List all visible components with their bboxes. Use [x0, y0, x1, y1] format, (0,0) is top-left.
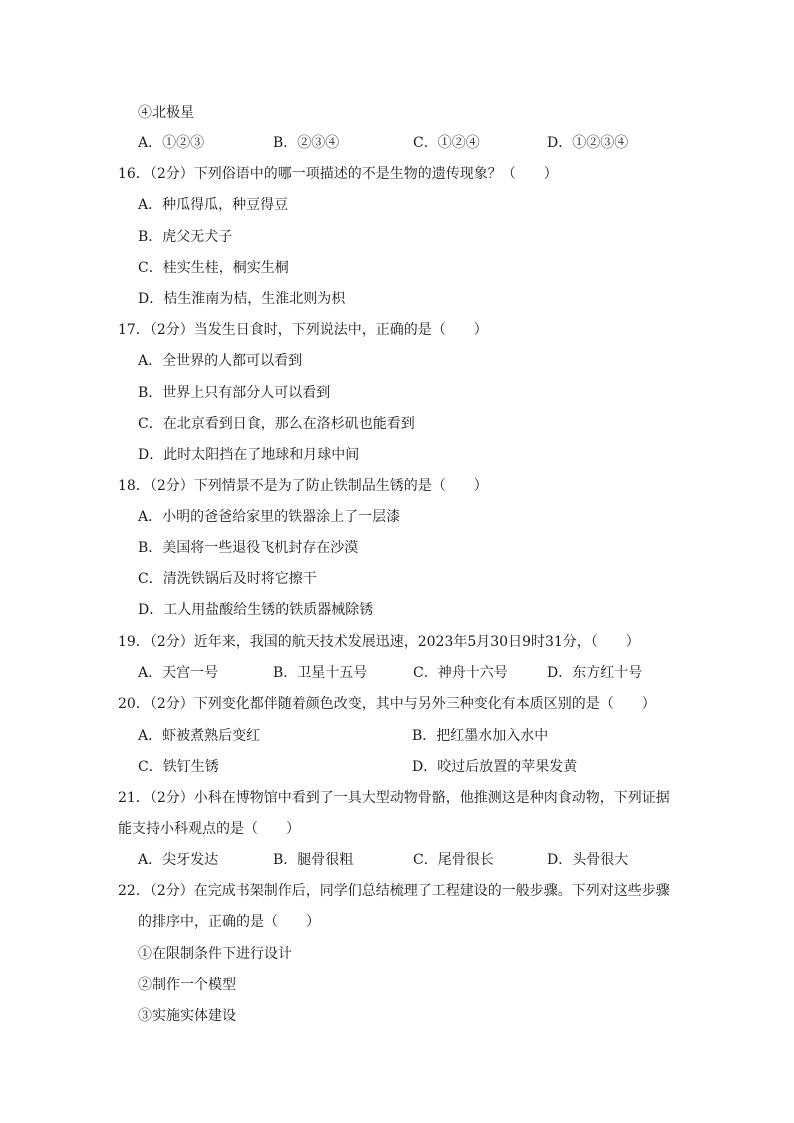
q15-option-a: A．①②③ [138, 135, 205, 151]
q16-option-b: B．虎父无犬子 [138, 229, 233, 245]
q19-option-b: B．卫星十五号 [273, 665, 368, 681]
q19-stem: 19．（2分）近年来，我国的航天技术发展迅速，2023年5月30日9时31分，（ ） [118, 634, 640, 650]
q16-option-d: D．桔生淮南为桔，生淮北则为枳 [138, 291, 346, 307]
q18-option-b: B．美国将一些退役飞机封存在沙漠 [138, 540, 359, 556]
q21-stem-line1: 21．（2分）小科在博物馆中看到了一具大型动物骨骼，他推测这是种肉食动物，下列证据 [118, 790, 670, 806]
q17-option-c: C．在北京看到日食，那么在洛杉矶也能看到 [138, 416, 415, 432]
q22-item-1: ①在限制条件下进行设计 [138, 946, 292, 962]
q22-stem-line1: 22．（2分）在完成书架制作后，同学们总结梳理了工程建设的一般步骤。下列对这些步骤 [118, 883, 670, 899]
q22-item-3: ③实施实体建设 [138, 1008, 236, 1024]
q18-option-d: D．工人用盐酸给生锈的铁质器械除锈 [138, 602, 374, 618]
q16-stem: 16．（2分）下列俗语中的哪一项描述的不是生物的遗传现象？（ ） [118, 166, 558, 182]
q16-option-a: A．种瓜得瓜，种豆得豆 [138, 197, 289, 213]
q20-option-b: B．把红墨水加入水中 [412, 728, 549, 744]
q15-option-b: B．②③④ [273, 135, 340, 151]
q20-option-c: C．铁钉生锈 [138, 759, 219, 775]
q22-item-2: ②制作一个模型 [138, 977, 236, 993]
q16-option-c: C．桂实生桂，桐实生桐 [138, 260, 289, 276]
q15-item-4: ④北极星 [138, 105, 194, 121]
q17-option-d: D．此时太阳挡在了地球和月球中间 [138, 447, 360, 463]
q21-option-b: B．腿骨很粗 [273, 852, 354, 868]
q17-option-b: B．世界上只有部分人可以看到 [138, 385, 331, 401]
q21-option-a: A．尖牙发达 [138, 852, 219, 868]
q22-stem-line2: 的排序中，正确的是（ ） [138, 914, 320, 930]
q18-option-a: A．小明的爸爸给家里的铁器涂上了一层漆 [138, 509, 401, 525]
q20-option-d: D．咬过后放置的苹果发黄 [412, 759, 578, 775]
q17-stem: 17．（2分）当发生日食时，下列说法中，正确的是（ ） [118, 322, 488, 338]
q19-option-d: D．东方红十号 [547, 665, 643, 681]
q15-option-c: C．①②④ [413, 135, 480, 151]
q19-option-a: A．天宫一号 [138, 665, 219, 681]
q18-stem: 18．（2分）下列情景不是为了防止铁制品生锈的是（ ） [118, 478, 488, 494]
q20-option-a: A．虾被煮熟后变红 [138, 728, 261, 744]
q19-option-c: C．神舟十六号 [413, 665, 508, 681]
q21-option-c: C．尾骨很长 [413, 852, 494, 868]
q21-option-d: D．头骨很大 [547, 852, 629, 868]
q18-option-c: C．清洗铁锅后及时将它擦干 [138, 571, 317, 587]
q15-option-d: D．①②③④ [547, 135, 629, 151]
q17-option-a: A．全世界的人都可以看到 [138, 353, 303, 369]
q21-stem-line2: 能支持小科观点的是（ ） [118, 821, 300, 837]
q20-stem: 20．（2分）下列变化都伴随着颜色改变，其中与另外三种变化有本质区别的是（ ） [118, 696, 656, 712]
